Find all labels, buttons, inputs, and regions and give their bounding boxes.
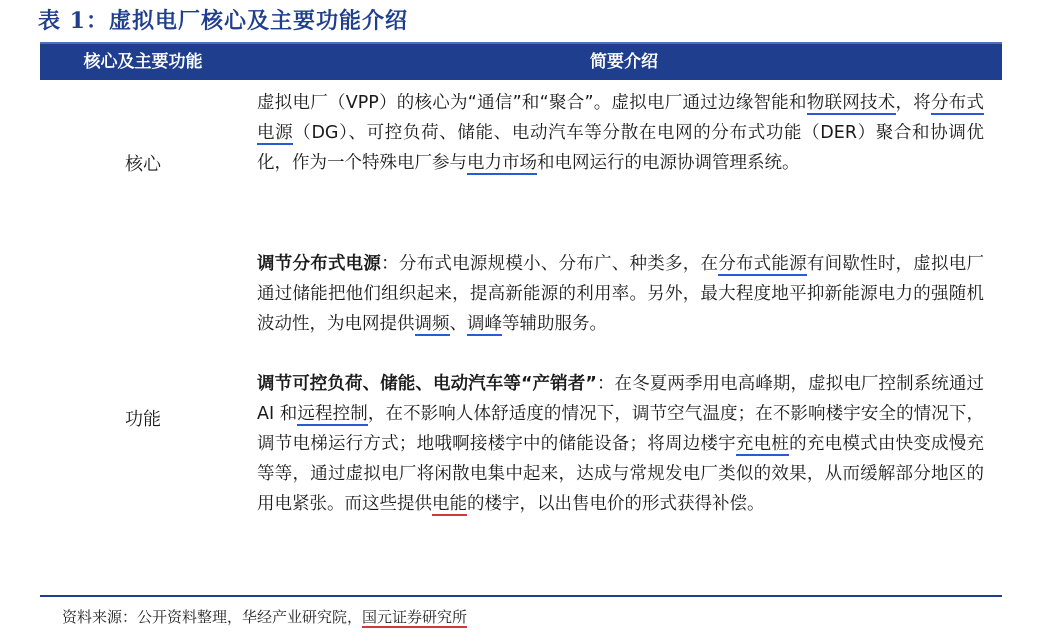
source-highlight: 国元证券研究所 [362, 608, 468, 626]
header-col-function: 核心及主要功能 [83, 52, 203, 72]
item-heading: 调节分布式电源 [257, 254, 382, 274]
link-power-market[interactable]: 电力市场 [467, 153, 537, 173]
link-distributed-energy[interactable]: 分布式能源 [718, 254, 807, 274]
source-note: 资料来源：公开资料整理，华经产业研究院，国元证券研究所 [62, 608, 468, 626]
row-label-function: 功能 [125, 409, 161, 430]
table-header [40, 42, 1002, 80]
function-item-controllable-loads: 调节可控负荷、储能、电动汽车等“产销者”：在冬夏两季用电高峰期，虚拟电厂控制系统通过 AI 和远程控制，在不影响人体舒适度的情况下，调节空气温度；在不影响楼宇安全的情况下，调节电梯运行方式；地哦啊接楼宇中的储能设备；将周边楼宇充电桩的充电模式由快变成慢充等等，通过虚拟电厂将闲散电集中起来，达成与常规发电厂类似的效果，从而缓解部分地区的用电紧张。而这些提供电能的楼宇，以出售电价的形式获得补偿。 [257, 374, 985, 514]
function-item-distributed-power: 调节分布式电源：分布式电源规模小、分布广、种类多，在分布式能源有间歇性时，虚拟电厂通过储能把他们组织起来，提高新能源的利用率。另外，最大程度地平抑新能源电力的强随机波动性，为电网提供调频、调峰等辅助服务。 [257, 254, 985, 334]
core-description: 虚拟电厂（VPP）的核心为“通信”和“聚合”。虚拟电厂通过边缘智能和物联网技术，将分布式电源（DG）、可控负荷、储能、电动汽车等分散在电网的分布式功能（DER）聚合和协调优化，作为一个特殊电厂参与电力市场和电网运行的电源协调管理系统。 [257, 93, 985, 173]
link-peak-regulation[interactable]: 调峰 [467, 314, 502, 334]
table-title: 表 1：虚拟电厂核心及主要功能介绍 [38, 8, 408, 34]
link-remote-control[interactable]: 远程控制 [297, 404, 368, 424]
link-electric-energy[interactable]: 电能 [432, 494, 467, 514]
row-label-core: 核心 [125, 154, 161, 175]
header-col-description: 简要介绍 [590, 52, 658, 72]
link-frequency-regulation[interactable]: 调频 [414, 314, 450, 334]
item-heading: 调节可控负荷、储能、电动汽车等“产销者” [257, 374, 597, 394]
link-charging-pile[interactable]: 充电桩 [735, 434, 790, 454]
link-iot-tech[interactable]: 物联网技术 [806, 93, 896, 113]
link-distributed-power[interactable]: 分布式电源 [257, 93, 985, 143]
table-bottom-rule [40, 595, 1002, 597]
